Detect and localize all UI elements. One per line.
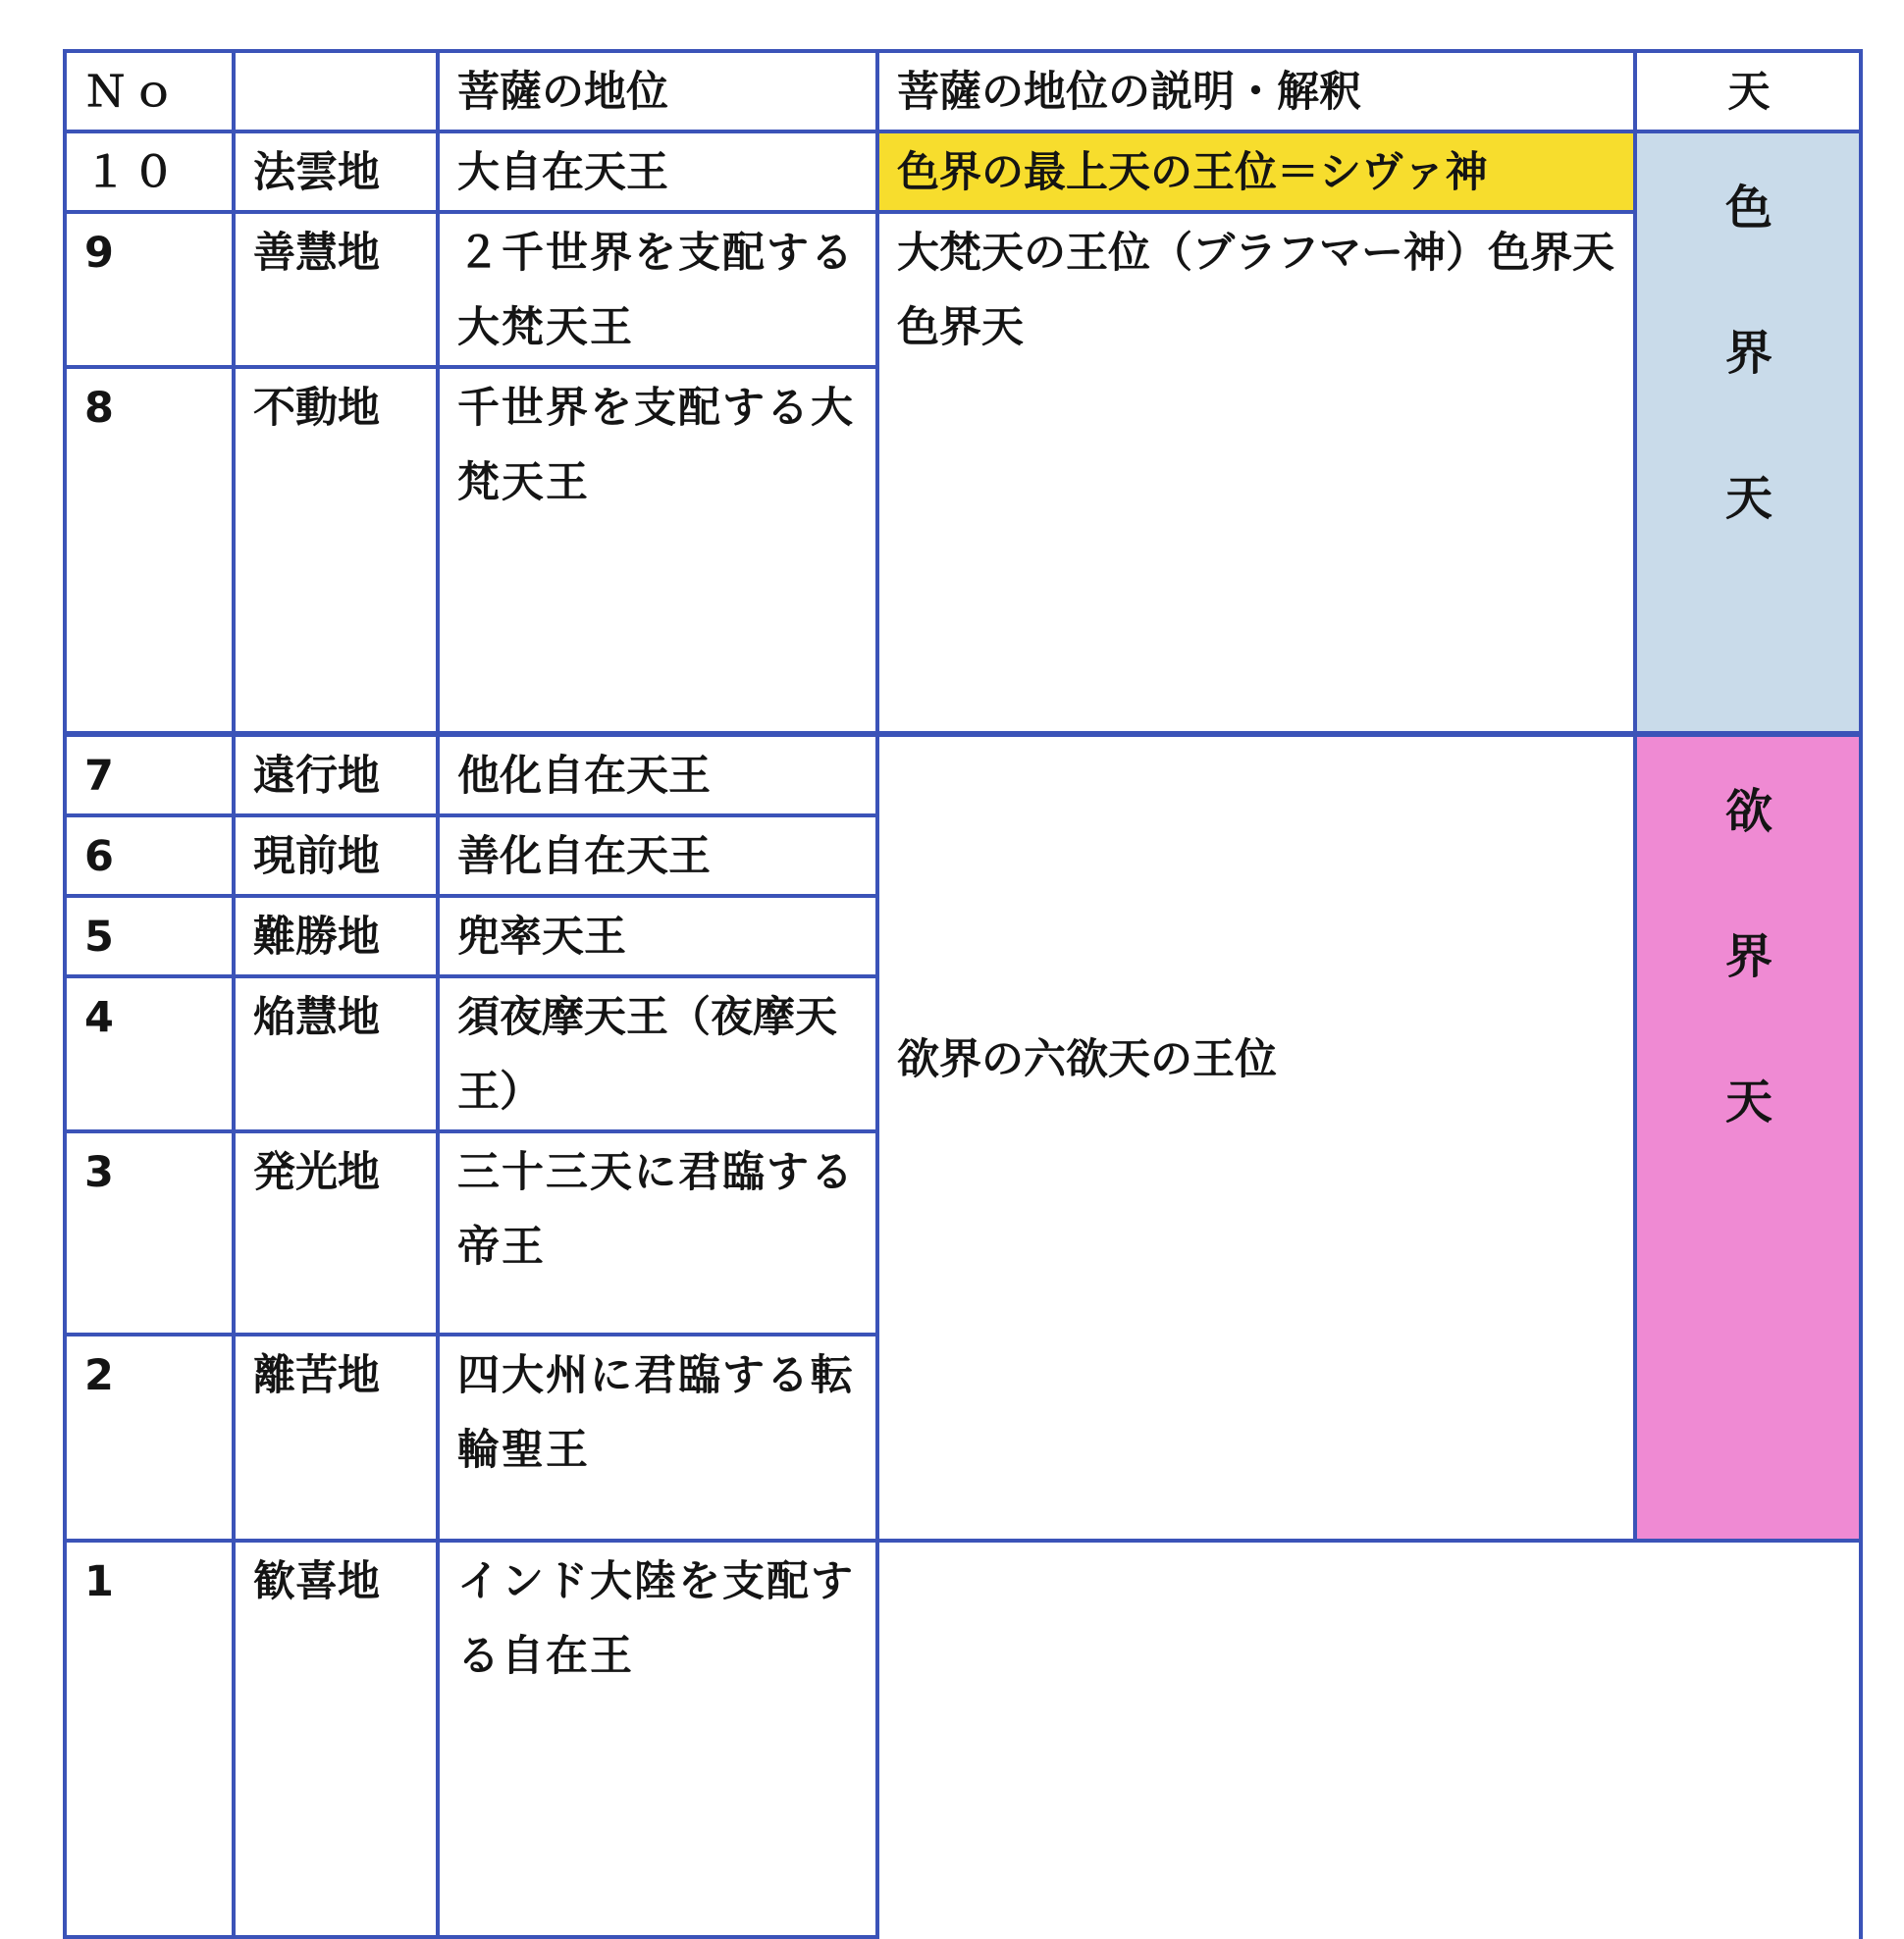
header-heaven: 天: [1635, 51, 1861, 131]
row-stage: 離苦地: [234, 1335, 438, 1541]
row-no: 2: [65, 1335, 234, 1541]
row-no: １０: [65, 131, 234, 212]
description-line: 大梵天の王位（ブラフマー神）色界天: [897, 229, 1614, 278]
row-stage: 難勝地: [234, 896, 438, 976]
row-no: 6: [65, 815, 234, 896]
row-no: 3: [65, 1131, 234, 1335]
realm-form-char: 天: [1724, 471, 1772, 526]
realm-form-char: 界: [1724, 326, 1772, 381]
description-line: 色界天: [897, 303, 1024, 352]
realm-desire: [1635, 734, 1861, 1541]
header-row: [65, 51, 1861, 131]
bodhisattva-stages-table: [63, 49, 1863, 1939]
row-no: 1: [65, 1541, 234, 1937]
table-row: [65, 1541, 1861, 1937]
row-position: 須夜摩天王（夜摩天王）: [438, 976, 877, 1131]
row-stage: 現前地: [234, 815, 438, 896]
row-description: 欲界の六欲天の王位: [877, 734, 1635, 1541]
row-stage: 善慧地: [234, 212, 438, 367]
table-row: [65, 212, 1861, 367]
realm-desire-char: 欲: [1724, 784, 1772, 839]
row-stage: 焔慧地: [234, 976, 438, 1131]
row-no: 4: [65, 976, 234, 1131]
row-position: 千世界を支配する大梵天王: [438, 367, 877, 734]
realm-desire-char: 天: [1724, 1074, 1772, 1129]
row-no: 9: [65, 212, 234, 367]
row-no: 7: [65, 734, 234, 815]
table-row: [65, 131, 1861, 212]
row-stage: 遠行地: [234, 734, 438, 815]
row-no: 5: [65, 896, 234, 976]
row-stage: 不動地: [234, 367, 438, 734]
row-stage: 法雲地: [234, 131, 438, 212]
row-position: 四大州に君臨する転輪聖王: [438, 1335, 877, 1541]
realm-form-char: 色: [1724, 181, 1772, 236]
row-position: ２千世界を支配する大梵天王: [438, 212, 877, 367]
row-no: 8: [65, 367, 234, 734]
table-row: [65, 734, 1861, 815]
header-no: Ｎｏ: [65, 51, 234, 131]
header-stage: [234, 51, 438, 131]
row-description-highlight: 色界の最上天の王位＝シヴァ神: [877, 131, 1635, 212]
row-position: 善化自在天王: [438, 815, 877, 896]
row-description: [877, 212, 1635, 734]
header-position: 菩薩の地位: [438, 51, 877, 131]
realm-desire-char: 界: [1724, 929, 1772, 984]
row-stage: 歓喜地: [234, 1541, 438, 1937]
row-stage: 発光地: [234, 1131, 438, 1335]
row-position: 他化自在天王: [438, 734, 877, 815]
row-position: 大自在天王: [438, 131, 877, 212]
row-position: インド大陸を支配する自在王: [438, 1541, 877, 1937]
realm-form: [1635, 131, 1861, 734]
table-wrapper: [63, 49, 1863, 1939]
row-position: 三十三天に君臨する帝王: [438, 1131, 877, 1335]
header-description: 菩薩の地位の説明・解釈: [877, 51, 1635, 131]
row-position: 兜率天王: [438, 896, 877, 976]
